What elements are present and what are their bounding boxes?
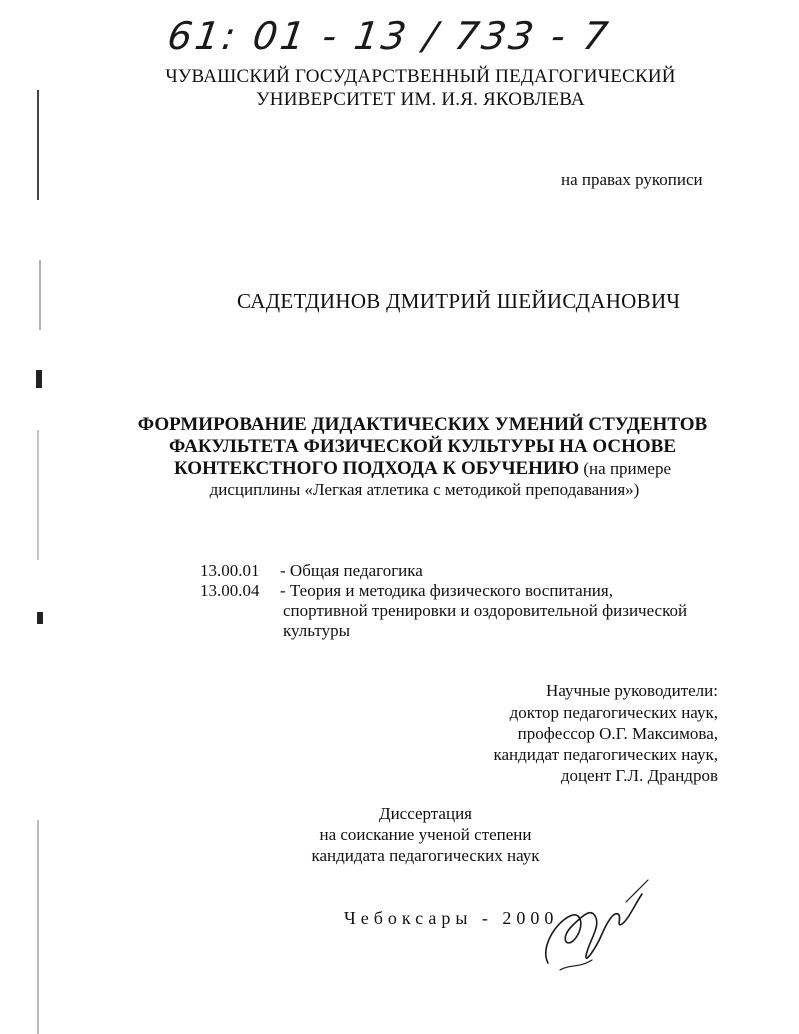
university-line-2: УНИВЕРСИТЕТ ИМ. И.Я. ЯКОВЛЕВА [256,89,585,110]
title-line-4: дисциплины «Легкая атлетика с методикой преподавания») [209,480,640,499]
scan-margin-marks [0,0,60,1034]
dissertation-line-2: на соискание ученой степени [319,825,532,844]
specialty-row [200,561,423,581]
title-line-3 [0,458,799,480]
supervisor-line: кандидат педагогических наук, [493,745,718,764]
signature [530,868,660,978]
supervisors-heading: Научные руководители: [546,681,718,700]
title-line-2: ФАКУЛЬТЕТА ФИЗИЧЕСКОЙ КУЛЬТУРЫ НА ОСНОВЕ [168,436,676,457]
supervisor-line: доцент Г.Л. Драндров [560,766,718,785]
specialty-text: - Общая педагогика [280,561,423,580]
specialty-row [200,581,613,601]
supervisor-line: профессор О.Г. Максимова, [517,724,718,743]
specialty-continuation: культуры [283,621,350,640]
dissertation-line-3: кандидата педагогических наук [311,846,540,865]
specialty-code: 13.00.01 [200,561,260,580]
supervisor-line: доктор педагогических наук, [509,703,718,722]
title-line-1: ФОРМИРОВАНИЕ ДИДАКТИЧЕСКИХ УМЕНИЙ СТУДЕНТОВ [137,414,708,435]
archive-code-handwritten: 61: 01 - 13 / 733 - 7 [164,14,614,58]
university-line-1: ЧУВАШСКИЙ ГОСУДАРСТВЕННЫЙ ПЕДАГОГИЧЕСКИЙ [165,66,676,87]
specialty-code: 13.00.04 [200,581,260,600]
city-year: Чебоксары - 2000 [344,908,559,928]
rights-note: на правах рукописи [561,170,703,189]
author-name: САДЕТДИНОВ ДМИТРИЙ ШЕЙИСДАНОВИЧ [237,289,681,313]
dissertation-line-1: Диссертация [378,804,472,823]
specialty-text: - Теория и методика физического воспитания, [280,581,613,600]
title-line-3-bold: КОНТЕКСТНОГО ПОДХОДА К ОБУЧЕНИЮ [174,458,580,479]
title-line-3-normal: (на примере [579,459,671,478]
specialty-continuation: спортивной тренировки и оздоровительной физической [283,601,688,620]
